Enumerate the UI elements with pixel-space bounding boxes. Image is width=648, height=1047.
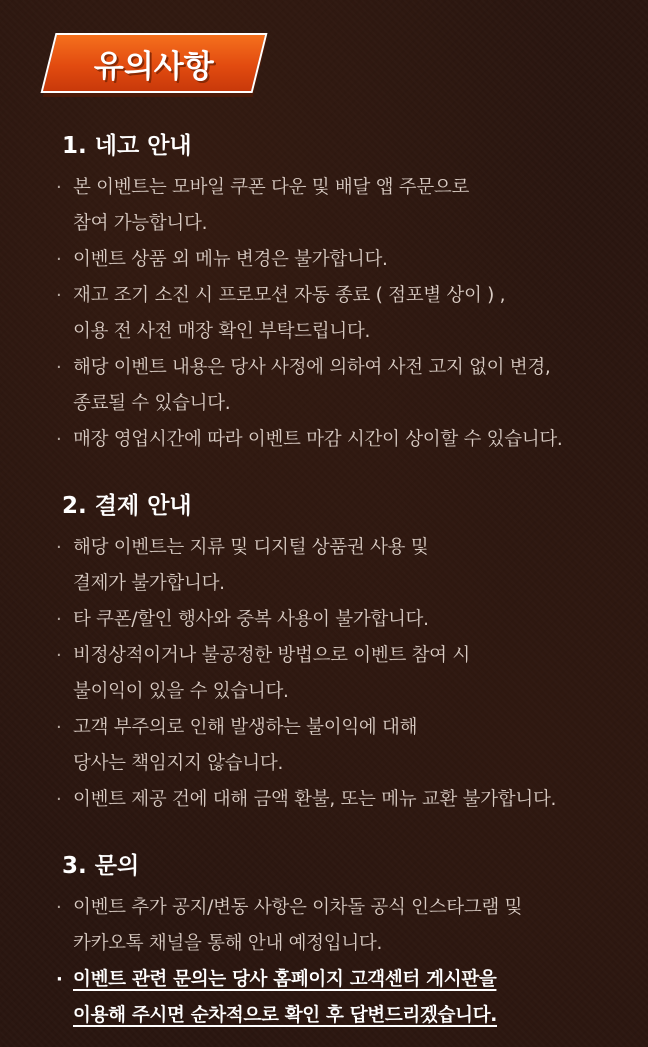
bullet-icon: · <box>56 609 62 630</box>
bullet-icon: · <box>56 537 62 558</box>
section-heading: 2. 결제 안내 <box>62 493 192 519</box>
notice-highlight-text: 이벤트 관련 문의는 당사 홈페이지 고객센터 게시판을 <box>73 969 497 990</box>
notice-item-text: 매장 영업시간에 따라 이벤트 마감 시간이 상이할 수 있습니다. <box>73 429 563 450</box>
notice-item-text: 본 이벤트는 모바일 쿠폰 다운 및 배달 앱 주문으로 <box>73 177 470 198</box>
notice-item-text: 타 쿠폰/할인 행사와 중복 사용이 불가합니다. <box>73 609 429 630</box>
notice-item-text: 이벤트 제공 건에 대해 금액 환불, 또는 메뉴 교환 불가합니다. <box>73 789 557 810</box>
bullet-icon: · <box>56 429 62 450</box>
bullet-icon: · <box>56 717 62 738</box>
notice-highlight-text: 이용해 주시면 순차적으로 확인 후 답변드리겠습니다. <box>73 1005 497 1026</box>
title-badge <box>44 33 269 97</box>
notice-item-text: 당사는 책임지지 않습니다. <box>73 753 284 774</box>
notice-item-text: 종료될 수 있습니다. <box>73 393 231 414</box>
bullet-icon: · <box>56 645 62 666</box>
notice-item-text: 해당 이벤트 내용은 당사 사정에 의하여 사전 고지 없이 변경, <box>73 357 551 378</box>
notice-item-text: 참여 가능합니다. <box>73 213 208 234</box>
bullet-icon: · <box>56 249 62 270</box>
bullet-icon: · <box>56 789 62 810</box>
notice-item-text: 이벤트 추가 공지/변동 사항은 이차돌 공식 인스타그램 및 <box>73 897 523 918</box>
notice-item-text: 재고 조기 소진 시 프로모션 자동 종료 ( 점포별 상이 ) , <box>73 285 506 306</box>
notice-item-text: 카카오톡 채널을 통해 안내 예정입니다. <box>73 933 383 954</box>
bullet-icon: · <box>56 969 63 990</box>
notice-item-text: 고객 부주의로 인해 발생하는 불이익에 대해 <box>73 717 418 738</box>
bullet-icon: · <box>56 285 62 306</box>
notice-item-text: 해당 이벤트는 지류 및 디지털 상품권 사용 및 <box>73 537 429 558</box>
bullet-icon: · <box>56 897 62 918</box>
section-heading: 3. 문의 <box>62 853 140 879</box>
bullet-icon: · <box>56 177 62 198</box>
notice-item-text: 불이익이 있을 수 있습니다. <box>73 681 289 702</box>
notice-item-text: 결제가 불가합니다. <box>73 573 225 594</box>
section-heading: 1. 네고 안내 <box>62 133 192 159</box>
notice-item-text: 이벤트 상품 외 메뉴 변경은 불가합니다. <box>73 249 388 270</box>
notice-item-text: 비정상적이거나 불공정한 방법으로 이벤트 참여 시 <box>73 645 470 666</box>
bullet-icon: · <box>56 357 62 378</box>
title-badge-text: 유의사항 <box>94 48 214 85</box>
notice-item-text: 이용 전 사전 매장 확인 부탁드립니다. <box>73 321 371 342</box>
title-badge-box <box>41 33 268 93</box>
